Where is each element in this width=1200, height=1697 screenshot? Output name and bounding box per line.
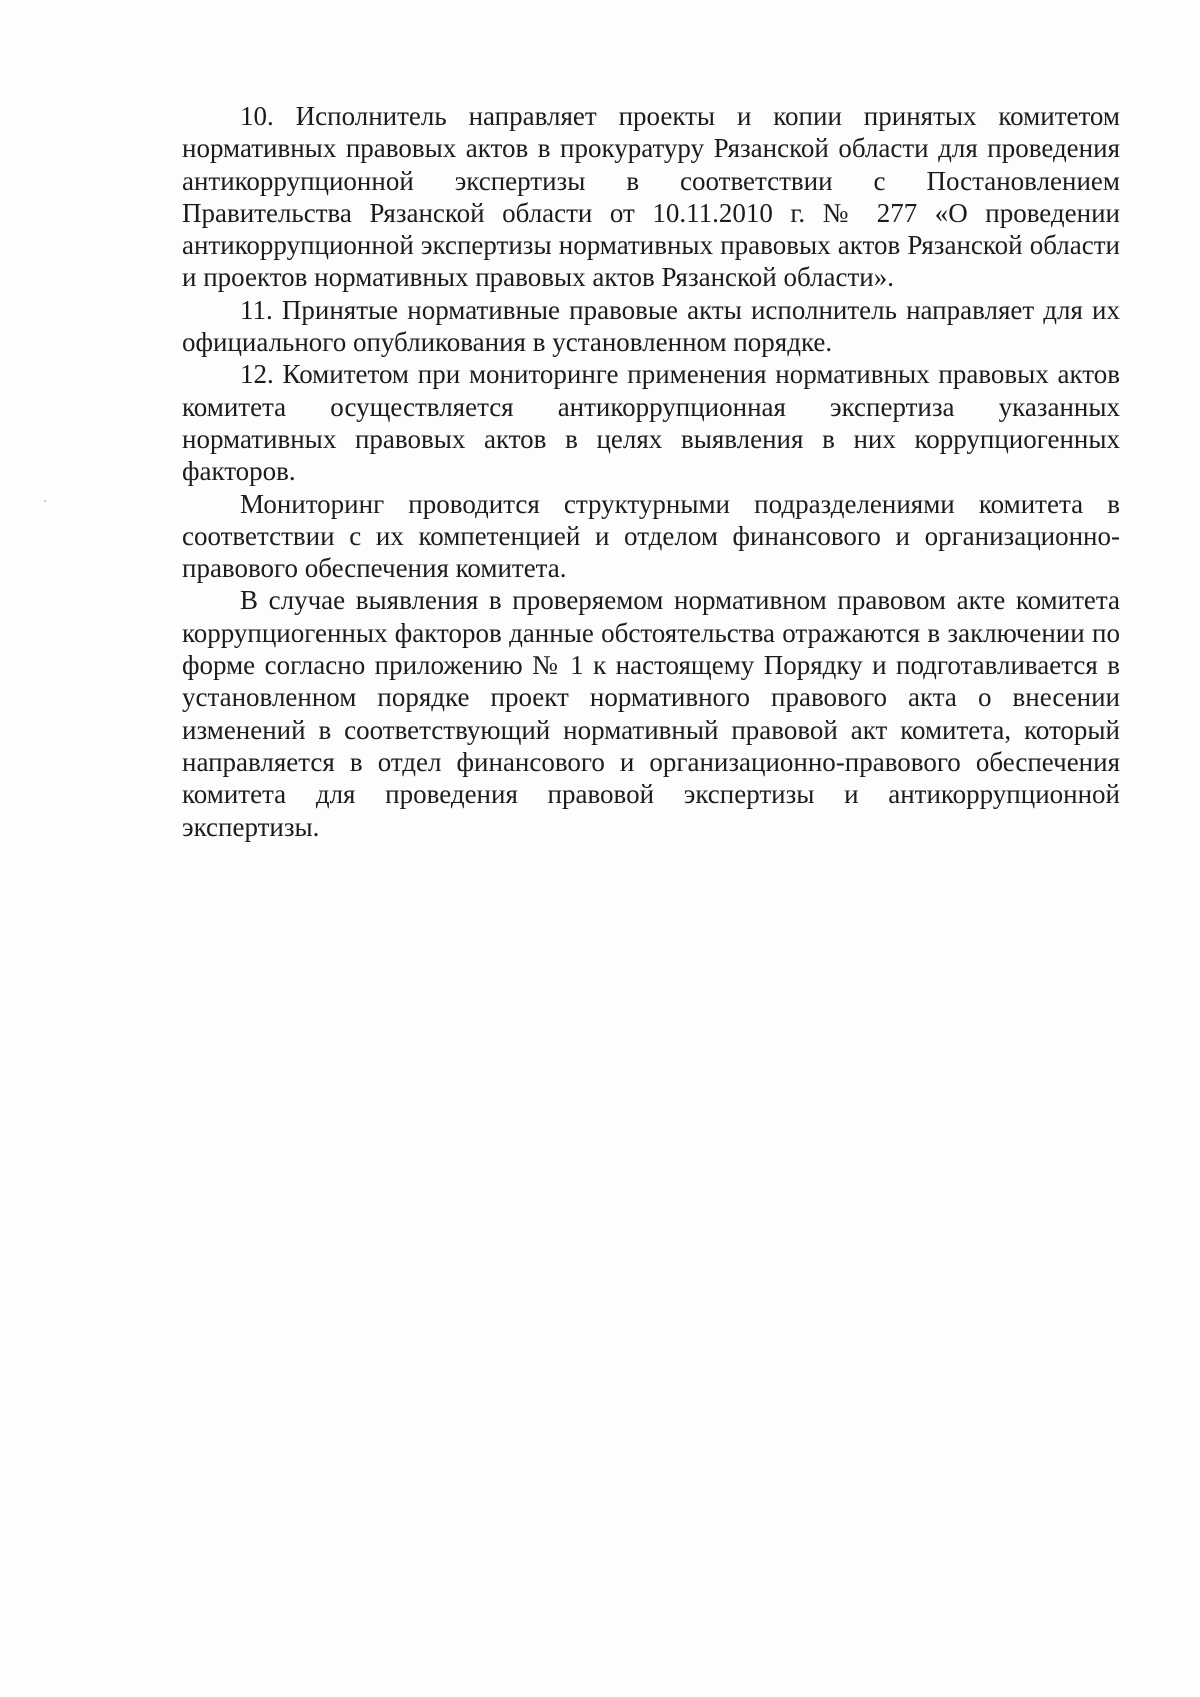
paragraph-monitoring: Мониторинг проводится структурными подразделениями комитета в соответствии с их компетенцией и отделом финансового и организационно-правового обеспечения комитета. bbox=[182, 488, 1120, 584]
paragraph-10: 10. Исполнитель направляет проекты и копии принятых комитетом нормативных правовых актов в прокуратуру Рязанской области для проведения антикоррупционной экспертизы в соответствии с Постановлением Правительства Рязанской области от 10.11.2010 г. № 277 «О проведении антикоррупционной экспертизы нормативных правовых актов Рязанской области и проектов нормативных правовых актов Рязанской области». bbox=[182, 101, 1120, 293]
paragraph-detection: В случае выявления в проверяемом нормативном правовом акте комитета коррупциогенных факторов данные обстоятельства отражаются в заключении по форме согласно приложению № 1 к настоящему Порядку и подготавливается в установленном порядке проект нормативного правового акта о внесении изменений в соответствующий нормативный правовой акт комитета, который направляется в отдел финансового и организационно-правового обеспечения комитета для проведения правовой экспертизы и антикоррупционной экспертизы. bbox=[182, 585, 1120, 842]
paragraph-12: 12. Комитетом при мониторинге применения нормативных правовых актов комитета осуществляется антикоррупционная экспертиза указанных нормативных правовых актов в целях выявления в них коррупциогенных факторов. bbox=[182, 359, 1120, 487]
document-body bbox=[182, 100, 1120, 843]
scan-speck bbox=[44, 500, 46, 502]
paragraph-11: 11. Принятые нормативные правовые акты исполнитель направляет для их официального опубликования в установленном порядке. bbox=[182, 294, 1120, 358]
